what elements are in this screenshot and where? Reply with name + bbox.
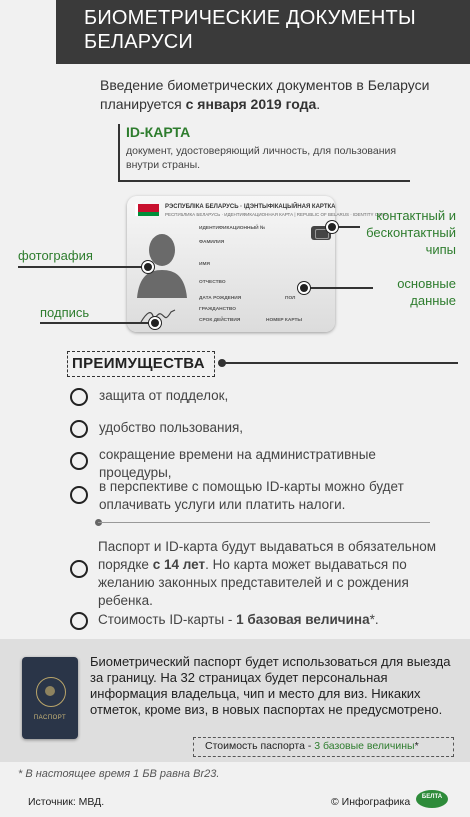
page-title — [84, 6, 416, 54]
callout-signature: подпись — [40, 305, 90, 320]
bullet-circle-icon — [70, 420, 88, 438]
bullet-circle-icon — [70, 612, 88, 630]
id-cost-end: *. — [369, 612, 379, 627]
advantage-item: удобство пользования, — [99, 420, 244, 435]
advantages-title: ПРЕИМУЩЕСТВА — [72, 355, 205, 372]
passport-cost-end: * — [414, 740, 419, 752]
card-field-patronymic: ОТЧЕСТВО — [199, 280, 226, 285]
emblem-icon — [36, 677, 66, 707]
card-field-birth: ДАТА РОЖДЕНИЯ — [199, 296, 242, 301]
callout-data-dot — [298, 282, 310, 294]
intro-plain: Введение биометрических документов в Беларуси планируется — [100, 77, 430, 112]
card-field-expiry: СРОК ДЕЙСТВИЯ — [199, 318, 241, 323]
card-header-2: РЕСПУБЛИКА БЕЛАРУСЬ · ИДЕНТИФИКАЦИОННАЯ КАРТА | REPUBLIC OF BELARUS · IDENTITY CARD — [165, 212, 388, 217]
callout-photo-dot — [142, 261, 154, 273]
card-field-cardnum: НОМЕР КАРТЫ — [266, 318, 303, 323]
passport-cost — [205, 740, 419, 752]
id-card-title: ID-КАРТА — [126, 124, 191, 140]
callout-chips-dot — [326, 221, 338, 233]
header — [0, 0, 470, 64]
bullet-circle-icon — [70, 560, 88, 578]
advantages-line — [222, 362, 458, 364]
page-title-line1: БИОМЕТРИЧЕСКИЕ ДОКУМЕНТЫ — [84, 7, 416, 29]
intro-text — [100, 76, 455, 114]
id-cost-value: 1 базовая величина — [236, 612, 370, 627]
card-field-idnum: ИДЕНТИФИКАЦИОННЫЙ № — [199, 226, 266, 231]
callout-chips-line1: контактный и — [376, 208, 456, 223]
advantage-item: сокращение времени на административные процедуры, — [99, 447, 376, 480]
intro-end: . — [316, 96, 321, 112]
credit: © Инфографика — [331, 796, 411, 808]
id-cost-text — [98, 611, 443, 629]
callout-chips-line3: чипы — [425, 242, 456, 257]
advantage-item: защита от подделок, — [99, 388, 229, 403]
passport-cost-plain: Стоимость паспорта - — [205, 740, 315, 752]
callout-photo: фотография — [18, 248, 93, 263]
callout-chips — [330, 207, 456, 258]
issue-text-a: Паспорт и ID-карта будут выдаваться в обязательном порядке — [98, 539, 437, 572]
source: Источник: МВД. — [28, 796, 105, 808]
page-title-line2: БЕЛАРУСИ — [84, 31, 193, 53]
callout-chips-line2: бесконтактный — [366, 225, 456, 240]
card-field-sex: ПОЛ — [285, 296, 296, 301]
callout-signature-dot — [149, 317, 161, 329]
footnote: * В настоящее время 1 БВ равна Br23. — [18, 768, 220, 780]
issue-text-b: . Но карта может выдаваться по желанию законных представителей и с рождения ребенка. — [98, 557, 409, 608]
id-cost-plain: Стоимость ID-карты - — [98, 612, 237, 627]
bullet-circle-icon — [70, 388, 88, 406]
card-field-name: ИМЯ — [199, 262, 210, 267]
passport-text: Биометрический паспорт будет использоваться для выезда за границу. На 32 страницах будет персональная информация владельца, чип и место для виз. Никаких отметок, кроме виз, в новых паспортах не предусмотрено. — [90, 654, 451, 717]
id-card-description: документ, удостоверяющий личность, для пользования внутри страны. — [126, 145, 397, 171]
callout-data-line1: основные — [397, 276, 456, 291]
card-field-surname: ФАМИЛИЯ — [199, 240, 225, 245]
bullet-circle-icon — [70, 452, 88, 470]
belarus-flag-icon — [135, 204, 159, 216]
callout-signature-line — [40, 322, 152, 324]
intro-date: с января 2019 года — [185, 96, 317, 112]
issue-age: с 14 лет — [152, 557, 206, 572]
belta-logo — [416, 790, 448, 808]
callout-data — [360, 275, 456, 309]
passport-image — [22, 657, 78, 739]
issue-text — [98, 538, 443, 610]
advantage-item: в перспективе с помощью ID-карты можно будет оплачивать услуги или платить налоги. — [99, 479, 404, 512]
passport-cover-text: ПАСПОРТ — [33, 715, 67, 721]
passport-cost-value: 3 базовые величины — [314, 740, 415, 752]
callout-data-line2: данные — [410, 293, 456, 308]
card-field-citizenship: ГРАЖДАНСТВО — [199, 307, 236, 312]
callout-photo-line — [18, 266, 146, 268]
separator-line — [98, 522, 430, 523]
card-header-1: РЭСПУБЛІКА БЕЛАРУСЬ · ІДЭНТЫФІКАЦЫЙНАЯ КАРТКА — [165, 204, 336, 210]
bullet-circle-icon — [70, 486, 88, 504]
belta-logo-text: БЕЛТА — [421, 794, 443, 800]
callout-data-line — [303, 287, 373, 289]
